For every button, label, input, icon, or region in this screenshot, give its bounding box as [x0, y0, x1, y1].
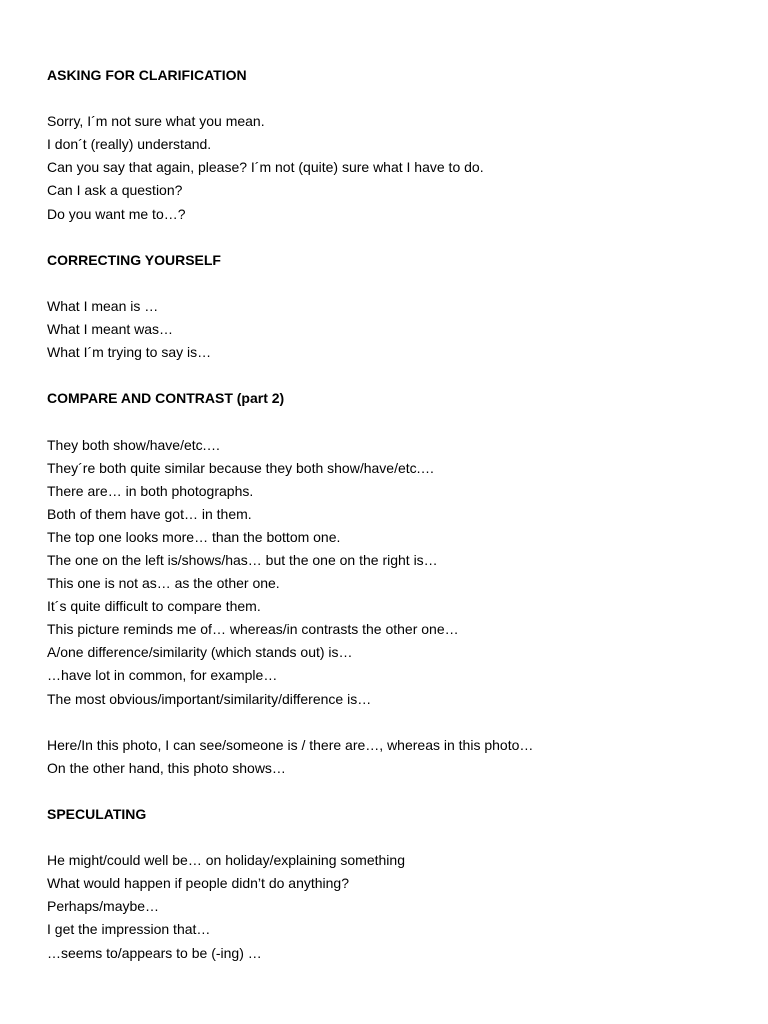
section-heading-compare-contrast: COMPARE AND CONTRAST (part 2) — [47, 390, 285, 407]
phrase-line: I get the impression that… — [47, 921, 211, 938]
phrase-line: It´s quite difficult to compare them. — [47, 598, 261, 615]
spacer — [47, 87, 737, 110]
phrase-line: …seems to/appears to be (-ing) … — [47, 944, 262, 961]
spacer — [47, 272, 737, 295]
phrase-line: Here/In this photo, I can see/someone is / there are…, whereas in this photo… — [47, 736, 534, 753]
phrase-line: They both show/have/etc.… — [47, 436, 221, 453]
phrase-line: This one is not as… as the other one. — [47, 575, 280, 592]
phrase-line: Can you say that again, please? I´m not (quite) sure what I have to do. — [47, 159, 484, 176]
phrase-line: This picture reminds me of… whereas/in contrasts the other one… — [47, 621, 459, 638]
phrase-line: He might/could well be… on holiday/explaining something — [47, 852, 405, 869]
phrase-line: What would happen if people didn’t do anything? — [47, 875, 349, 892]
phrase-line: What I´m trying to say is… — [47, 344, 212, 361]
spacer — [47, 711, 737, 734]
phrase-line: A/one difference/similarity (which stands out) is… — [47, 644, 353, 661]
section-heading-speculating: SPECULATING — [47, 806, 147, 822]
phrase-line: What I mean is … — [47, 297, 159, 314]
phrase-line: Can I ask a question? — [47, 182, 183, 199]
phrase-line: …have lot in common, for example… — [47, 667, 278, 684]
phrase-line: What I meant was… — [47, 321, 174, 338]
spacer — [47, 364, 737, 387]
phrase-line: On the other hand, this photo shows… — [47, 759, 286, 776]
section-heading-clarification: ASKING FOR CLARIFICATION — [47, 67, 247, 83]
phrase-line: There are… in both photographs. — [47, 482, 254, 499]
phrase-line: Both of them have got… in them. — [47, 505, 252, 522]
phrase-line: The top one looks more… than the bottom one. — [47, 528, 341, 545]
phrase-line: I don´t (really) understand. — [47, 136, 212, 153]
document-page — [47, 64, 737, 965]
spacer — [47, 826, 737, 849]
phrase-line: The most obvious/important/similarity/difference is… — [47, 690, 372, 707]
phrase-line: They´re both quite similar because they both show/have/etc.… — [47, 459, 435, 476]
phrase-line: Do you want me to…? — [47, 205, 186, 222]
spacer — [47, 410, 737, 433]
section-heading-correcting: CORRECTING YOURSELF — [47, 251, 221, 268]
spacer — [47, 226, 737, 249]
phrase-line: Sorry, I´m not sure what you mean. — [47, 113, 265, 130]
phrase-line: Perhaps/maybe… — [47, 898, 160, 915]
phrase-line: The one on the left is/shows/has… but the one on the right is… — [47, 551, 438, 568]
spacer — [47, 780, 737, 803]
